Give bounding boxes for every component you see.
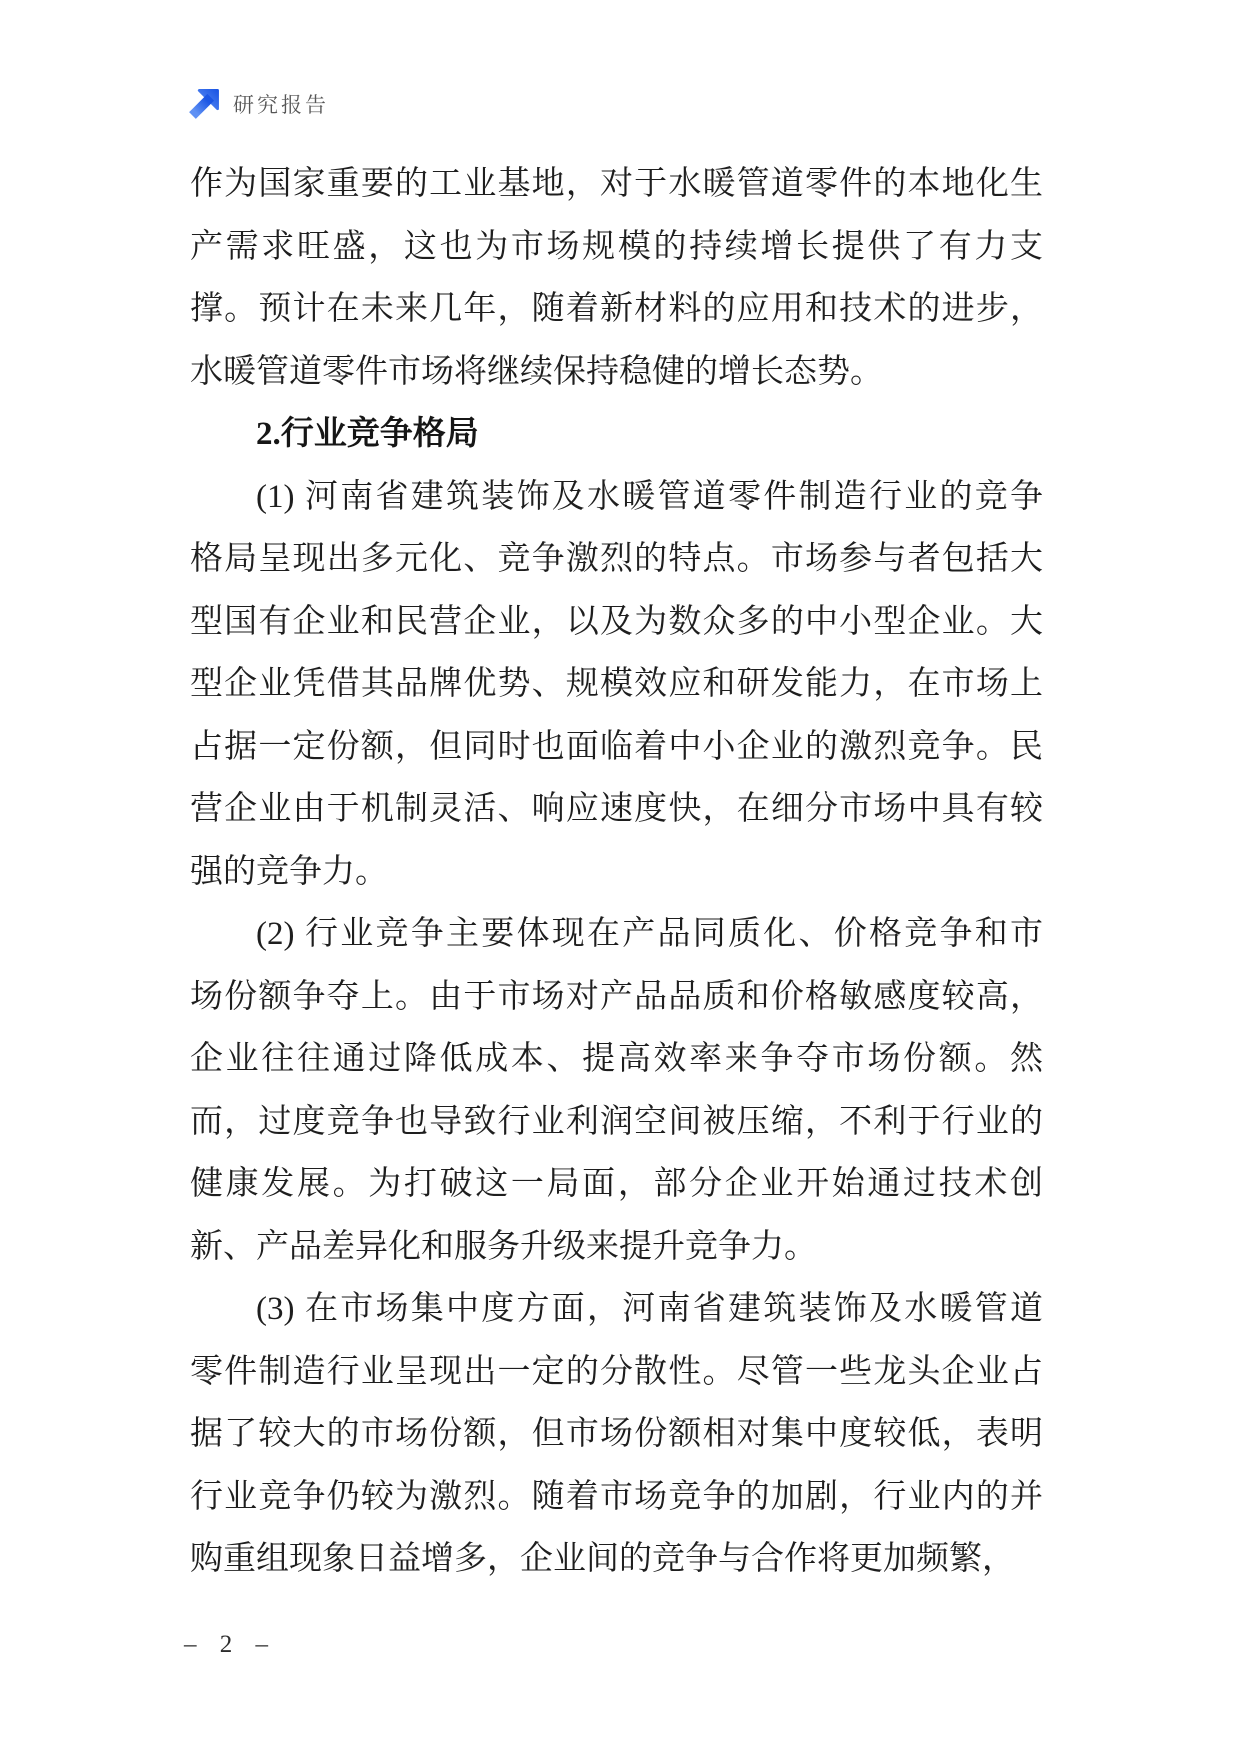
text-line: 格局呈现出多元化、竞争激烈的特点。市场参与者包括大 bbox=[190, 541, 1043, 577]
text-line: 型国有企业和民营企业，以及为数众多的中小型企业。大 bbox=[190, 603, 1043, 640]
paragraph-market-growth bbox=[190, 153, 1043, 403]
paragraph-competition-forms bbox=[190, 903, 1043, 1278]
section-heading-competition bbox=[190, 403, 1043, 466]
text-line: 作为国家重要的工业基地，对于水暖管道零件的本地化生 bbox=[190, 166, 1043, 202]
text-line: 行业竞争仍较为激烈。随着市场竞争的加剧，行业内的并 bbox=[190, 1478, 1043, 1515]
text-line: 场份额争夺上。由于市场对产品品质和价格敏感度较高， bbox=[190, 978, 1043, 1015]
text-line: 型企业凭借其品牌优势、规模效应和研发能力，在市场上 bbox=[190, 666, 1043, 702]
arrow-up-right-icon bbox=[188, 86, 222, 120]
text-line: 企业往往通过降低成本、提高效率来争夺市场份额。然 bbox=[190, 1041, 1043, 1077]
text-line: (1) 河南省建筑装饰及水暖管道零件制造行业的竞争 bbox=[256, 478, 1043, 515]
paragraph-competition-landscape bbox=[190, 466, 1043, 904]
text-line: 健康发展。为打破这一局面，部分企业开始通过技术创 bbox=[190, 1166, 1043, 1202]
page-number: – 2 – bbox=[184, 1631, 273, 1658]
text-line: (3) 在市场集中度方面，河南省建筑装饰及水暖管道 bbox=[256, 1291, 1043, 1327]
report-brand bbox=[188, 86, 329, 120]
text-line: 水暖管道零件市场将继续保持稳健的增长态势。 bbox=[190, 353, 883, 390]
text-line: 营企业由于机制灵活、响应速度快，在细分市场中具有较 bbox=[190, 791, 1043, 827]
text-line: 而，过度竞争也导致行业利润空间被压缩，不利于行业的 bbox=[190, 1103, 1043, 1140]
text-line: 强的竞争力。 bbox=[190, 853, 388, 890]
paragraph-market-concentration bbox=[190, 1278, 1043, 1591]
text-line: 撑。预计在未来几年，随着新材料的应用和技术的进步， bbox=[190, 291, 1043, 327]
text-line: 据了较大的市场份额，但市场份额相对集中度较低，表明 bbox=[190, 1416, 1043, 1452]
document-body bbox=[190, 153, 1043, 1591]
text-line: 2.行业竞争格局 bbox=[256, 416, 479, 452]
text-line: 零件制造行业呈现出一定的分散性。尽管一些龙头企业占 bbox=[190, 1353, 1043, 1390]
text-line: 新、产品差异化和服务升级来提升竞争力。 bbox=[190, 1228, 817, 1265]
text-line: 产需求旺盛，这也为市场规模的持续增长提供了有力支 bbox=[190, 228, 1043, 265]
text-line: (2) 行业竞争主要体现在产品同质化、价格竞争和市 bbox=[256, 916, 1043, 952]
brand-label: 研究报告 bbox=[233, 93, 329, 117]
text-line: 占据一定份额，但同时也面临着中小企业的激烈竞争。民 bbox=[190, 728, 1043, 765]
text-line: 购重组现象日益增多，企业间的竞争与合作将更加频繁， bbox=[190, 1541, 1015, 1577]
